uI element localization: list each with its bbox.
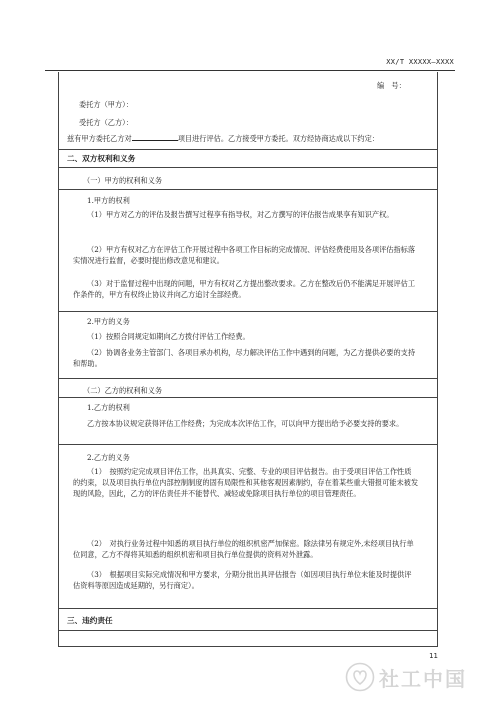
party-a-duties-item-1: （1）按照合同规定如期向乙方拨付评估工作经费。 [87, 332, 250, 341]
intro-sentence [67, 133, 379, 144]
watermark-text: 社工中国 [379, 666, 467, 691]
table-divider [59, 397, 437, 398]
table-divider [59, 444, 437, 445]
serial-number-label: 编 号： [377, 81, 406, 90]
agreement-form [58, 72, 438, 647]
intro-pre: 兹有甲方委托乙方对 [67, 134, 132, 143]
document-code: XX/T XXXXX—XXXX [386, 58, 454, 66]
party-b-rights-header: （二）乙方的权利和义务 [83, 386, 163, 395]
party-a-label: 委托方（甲方）： [79, 100, 133, 109]
heart-hands-icon [345, 662, 375, 692]
party-a-rights-title: 1.甲方的权利 [87, 196, 130, 205]
table-divider [59, 378, 437, 379]
party-b-rights-title: 1.乙方的权利 [87, 403, 130, 412]
party-b-duties-title: 2.乙方的义务 [87, 453, 130, 462]
watermark-logo [345, 662, 467, 692]
party-b-rights-item-1: 乙方按本协议规定获得评估工作经费；为完成本次评估工作，可以向甲方提出给予必要支持的要求。 [87, 419, 404, 428]
party-b-duties-item-1: （1） 按照约定完成项目评估工作，出具真实、完整、专业的项目评估报告。由于受项目评估工作性质的约束，以及项目执行单位内部控制制度的固有局限性和其他客观因素制约，存在着某些重大错报可能未被发现的风险，因此，乙方的评估责任并不能替代、减轻或免除项目执行单位的项目管理责任。 [73, 467, 419, 498]
table-divider [59, 608, 437, 609]
party-a-rights-item-3: （3）对于监督过程中出现的问题，甲方有权对乙方提出整改要求。乙方在整改后仍不能满足开展评估工作条件的，甲方有权终止协议并向乙方追讨全部经费。 [73, 279, 416, 299]
party-a-rights-item-1: （1）甲方对乙方的评估及报告撰写过程享有指导权，对乙方撰写的评估报告成果享有知识产权。 [87, 210, 394, 219]
page-number: 11 [429, 652, 438, 660]
table-divider [59, 149, 437, 150]
party-a-duties-item-2: （2）协调各业务主管部门、各项目承办机构，尽力解决评估工作中遇到的问题，为乙方提供必要的支持和帮助。 [73, 348, 416, 368]
table-divider [59, 167, 437, 168]
party-a-rights-header: （一）甲方的权利和义务 [83, 176, 163, 185]
intro-post: 项目进行评估。乙方接受甲方委托。双方经协商达成以下约定： [177, 134, 379, 143]
party-b-duties-item-3: （3） 根据项目实际完成情况和甲方要求，分期分批出具评估报告（如因项目执行单位未能及时提供评估资料等原因造成延期的，另行商定）。 [73, 570, 412, 590]
project-name-blank[interactable] [132, 133, 178, 141]
party-b-duties-item-2: （2） 对执行业务过程中知悉的项目执行单位的组织机密严加保密。除法律另有规定外,未经项目执行单位同意，乙方不得将其知悉的组织机密和项目执行单位提供的资料对外泄露。 [73, 539, 414, 559]
header-rule [45, 70, 455, 71]
table-divider [59, 189, 437, 190]
table-divider [59, 311, 437, 312]
section-3-title: 三、违约责任 [67, 616, 113, 625]
party-a-rights-item-2: （2）甲方有权对乙方在评估工作开展过程中各项工作目标的完成情况、评估经费使用及各项评估指标落实情况进行监督，必要时提出修改意见和建议。 [73, 245, 416, 265]
table-divider [59, 630, 437, 631]
party-b-label: 受托方（乙方）： [79, 118, 133, 127]
party-a-duties-title: 2.甲方的义务 [87, 317, 130, 326]
section-2-title: 二、双方权利和义务 [67, 154, 136, 163]
